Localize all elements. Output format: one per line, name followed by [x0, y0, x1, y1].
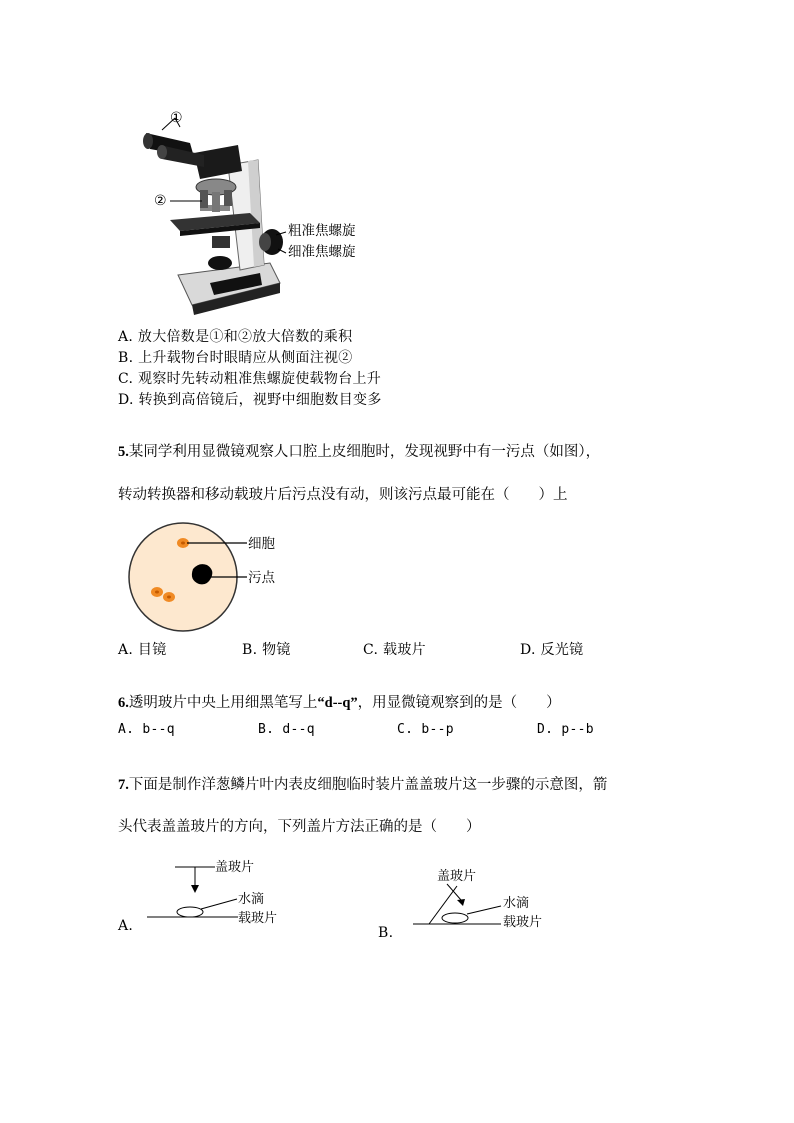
figure-a [115, 855, 300, 940]
q5-stem-line2: 转动转换器和移动载玻片后污点没有动，则该污点最可能在（ ）上 [118, 487, 568, 503]
q7-stem-line1 [118, 773, 607, 794]
figure-b [405, 862, 565, 937]
q5-option-c: C. 载玻片 [363, 642, 426, 658]
q5-stem-line1 [118, 440, 600, 461]
fig-a-letter: A. [118, 918, 134, 934]
q6-stem [118, 691, 561, 712]
fig-b-slide-label: 载玻片 [503, 915, 543, 930]
fig-a-cover-label: 盖玻片 [215, 860, 255, 875]
mark-1: ① [170, 110, 183, 126]
field-of-view-figure [125, 520, 295, 638]
q5-option-d: D. 反光镜 [520, 642, 584, 658]
q4-option-c: C. 观察时先转动粗准焦螺旋使载物台上升 [118, 371, 382, 387]
q6-option-c: C. b--p [397, 722, 454, 737]
q5-number: 5. [118, 444, 129, 460]
q4-option-b: B. 上升载物台时眼睛应从侧面注视② [118, 350, 353, 366]
q6-number: 6. [118, 695, 129, 711]
q4-option-d: D. 转换到高倍镜后，视野中细胞数目变多 [118, 392, 382, 408]
fine-adjustment-label: 细准焦螺旋 [288, 244, 356, 260]
fig-b-water-label: 水滴 [503, 896, 530, 911]
q6-quote: “d--q” [317, 695, 358, 711]
microscope-figure [130, 105, 380, 320]
q7-number: 7. [118, 777, 129, 793]
fig-a-slide-label: 载玻片 [238, 911, 278, 926]
q6-option-a: A. b--q [118, 722, 175, 737]
q7-stem-line2: 头代表盖盖玻片的方向，下列盖片方法正确的是（ ） [118, 819, 481, 835]
fig-a-water-label: 水滴 [238, 892, 265, 907]
fig-b-letter: B. [378, 925, 394, 941]
q5-option-a: A. 目镜 [118, 642, 167, 658]
coarse-adjustment-label: 粗准焦螺旋 [288, 223, 356, 239]
q4-option-a: A. 放大倍数是①和②放大倍数的乘积 [118, 329, 353, 345]
mark-2: ② [154, 193, 167, 209]
q6-text-post: ，用显微镜观察到的是（ ） [357, 695, 561, 711]
q6-text-pre: 透明玻片中央上用细黑笔写上 [128, 695, 318, 711]
q7-text-1: 下面是制作洋葱鳞片叶内表皮细胞临时装片盖盖玻片这一步骤的示意图，箭 [128, 777, 608, 793]
spot-label: 污点 [248, 570, 275, 586]
q5-text-1: 某同学利用显微镜观察人口腔上皮细胞时，发现视野中有一污点（如图）， [128, 444, 601, 460]
cell-label: 细胞 [248, 536, 275, 552]
q6-option-b: B. d--q [258, 722, 315, 737]
q6-option-d: D. p--b [537, 722, 594, 737]
fig-b-cover-label: 盖玻片 [437, 869, 477, 884]
q5-option-b: B. 物镜 [242, 642, 291, 658]
